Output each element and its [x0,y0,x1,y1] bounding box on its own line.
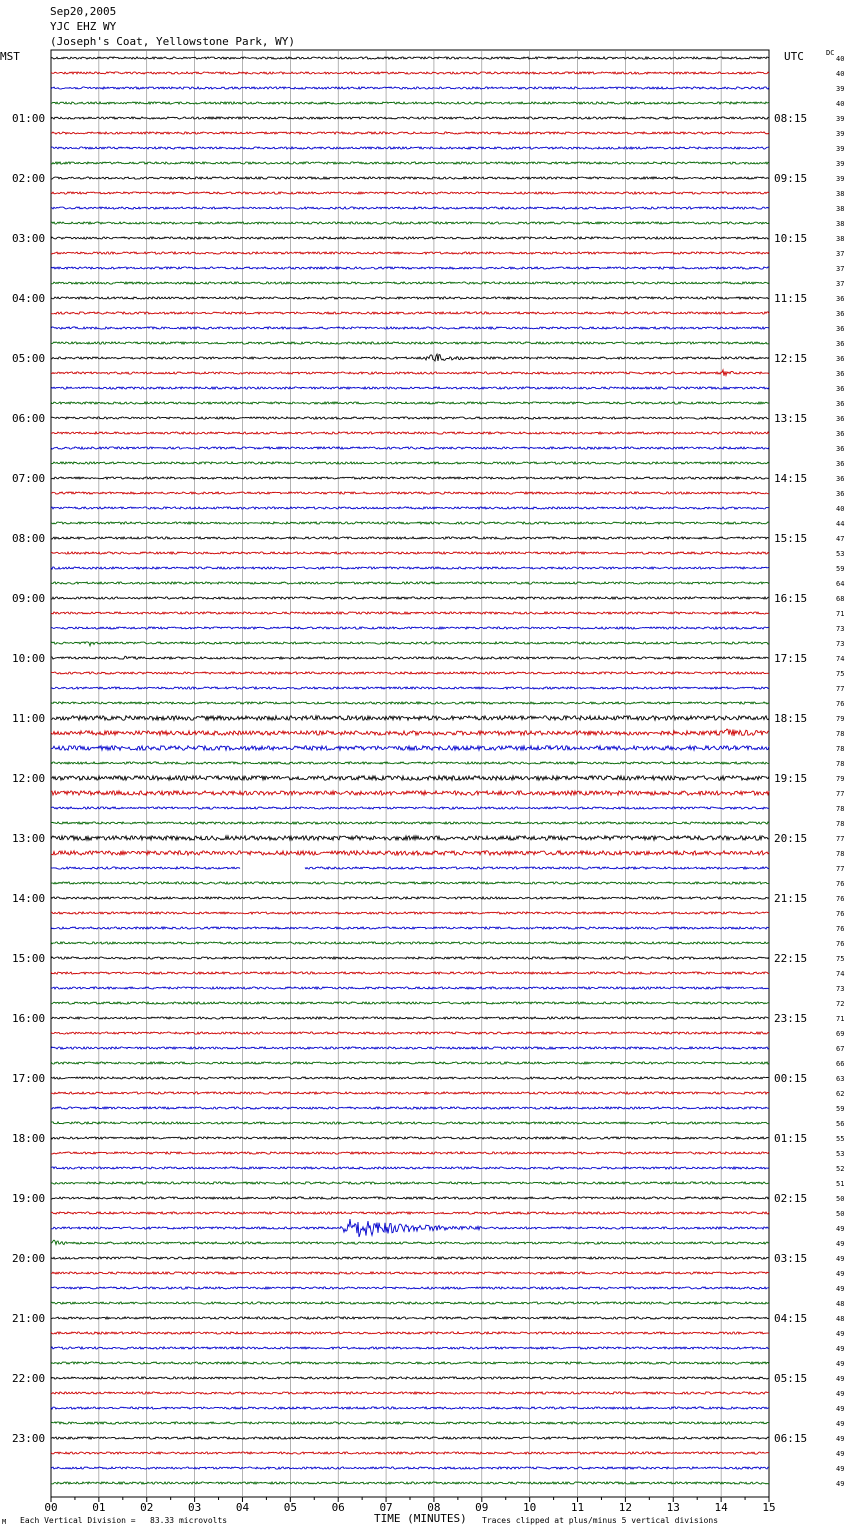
dc-offset-value: 38 [836,205,845,213]
right-hour-label: 10:15 [774,232,808,245]
dc-offset-value: 36 [836,445,845,453]
dc-offset-value: 77 [836,865,845,873]
dc-offset-value: 49 [836,1375,845,1383]
dc-offset-value: 50 [836,1195,845,1203]
dc-offset-value: 68 [836,595,845,603]
trace-row [51,354,769,361]
dc-offset-value: 49 [836,1435,845,1443]
vertical-scale-note: Each Vertical Division = 83.33 microvolts [20,1516,228,1525]
x-tick-label: 03 [187,1501,202,1514]
right-hour-label: 00:15 [774,1072,808,1085]
right-hour-label: 22:15 [774,952,808,965]
trace-row [51,267,769,269]
trace-row [51,746,769,750]
trace-row [51,117,769,119]
trace-row [51,552,769,554]
dc-offset-value: 49 [836,1225,845,1233]
trace-row [51,1482,769,1484]
dc-offset-value: 36 [836,460,845,468]
dc-offset-value: 67 [836,1045,845,1053]
dc-offset-value: 77 [836,790,845,798]
trace-row [51,477,769,479]
right-hour-label: 04:15 [774,1312,808,1325]
trace-row [51,237,769,239]
dc-offset-value: 36 [836,355,845,363]
right-hour-label: 09:15 [774,172,808,185]
dc-offset-value: 38 [836,190,845,198]
trace-row [51,656,769,659]
right-hour-label: 12:15 [774,352,808,365]
trace-row [51,672,769,674]
dc-offset-value: 64 [836,580,845,588]
dc-offset-value: 78 [836,820,845,828]
left-hour-label: 12:00 [12,772,46,785]
dc-offset-value: 39 [836,160,845,168]
trace-row [51,1392,769,1394]
trace-row [51,1377,769,1379]
trace-row [51,147,769,149]
trace-row [51,612,769,614]
left-hour-label: 03:00 [12,232,46,245]
trace-row [51,1422,769,1424]
x-tick-label: 10 [523,1501,537,1514]
left-hour-label: 04:00 [12,292,46,305]
trace-row [51,57,769,59]
dc-offset-value: 48 [836,1315,845,1323]
trace-row [51,942,769,944]
left-hour-label: 16:00 [12,1012,46,1025]
dc-offset-value: 38 [836,220,845,228]
x-tick-label: 05 [283,1501,297,1514]
dc-offset-value: 59 [836,565,845,573]
trace-row [51,729,769,736]
dc-offset-value: 75 [836,955,845,963]
dc-offset-value: 36 [836,340,845,348]
right-hour-label: 20:15 [774,832,808,845]
left-hour-label: 21:00 [12,1312,46,1325]
dc-offset-value: 36 [836,415,845,423]
dc-offset-value: 51 [836,1180,845,1188]
right-timezone-label: UTC [784,50,804,63]
right-hour-label: 19:15 [774,772,808,785]
trace-row [51,582,769,584]
trace-row [51,370,769,376]
trace-row [51,912,769,914]
right-hour-label: 15:15 [774,532,808,545]
trace-row [51,867,769,869]
left-hour-label: 15:00 [12,952,46,965]
right-hour-label: 13:15 [774,412,808,425]
dc-offset-value: 38 [836,235,845,243]
dc-offset-value: 37 [836,250,845,258]
trace-row [51,716,769,720]
dc-offset-value: 53 [836,550,845,558]
trace-row [51,192,769,194]
dc-offset-value: 49 [836,1330,845,1338]
right-hour-label: 02:15 [774,1192,808,1205]
trace-row [51,762,769,764]
trace-row [51,1407,769,1409]
dc-offset-value: 36 [836,430,845,438]
trace-row [51,1219,769,1237]
dc-offset-value: 71 [836,1015,845,1023]
trace-row [51,132,769,134]
trace-row [51,1452,769,1454]
trace-row [51,72,769,74]
dc-offset-value: 36 [836,475,845,483]
left-hour-label: 05:00 [12,352,46,365]
dc-offset-value: 74 [836,970,845,978]
dc-offset-value: 76 [836,940,845,948]
trace-row [51,342,769,344]
station-location: (Joseph's Coat, Yellowstone Park, WY) [50,35,296,48]
dc-offset-value: 49 [836,1270,845,1278]
trace-row [51,972,769,974]
dc-offset-value: 62 [836,1090,845,1098]
left-hour-label: 06:00 [12,412,46,425]
x-axis-label: TIME (MINUTES) [374,1512,467,1525]
right-hour-label: 08:15 [774,112,808,125]
left-hour-label: 23:00 [12,1432,46,1445]
dc-offset-value: 73 [836,640,845,648]
x-tick-label: 14 [714,1501,728,1514]
dc-offset-value: 73 [836,625,845,633]
trace-row [51,957,769,959]
dc-offset-value: 49 [836,1405,845,1413]
trace-row [51,207,769,209]
trace-row [51,1182,769,1184]
trace-row [51,1137,769,1139]
left-timezone-label: MST [0,50,20,63]
right-hour-label: 18:15 [774,712,808,725]
x-tick-label: 11 [570,1501,585,1514]
dc-offset-value: 76 [836,895,845,903]
trace-row [51,987,769,989]
trace-row [51,1122,769,1124]
left-hour-label: 19:00 [12,1192,46,1205]
dc-offset-value: 55 [836,1135,845,1143]
dc-offset-value: 53 [836,1150,845,1158]
trace-row [51,822,769,824]
dc-offset-value: 36 [836,385,845,393]
left-hour-label: 11:00 [12,712,46,725]
trace-row [51,1287,769,1289]
left-hour-label: 13:00 [12,832,46,845]
dc-offset-value: 36 [836,370,845,378]
trace-row [51,87,769,89]
dc-offset-value: 78 [836,805,845,813]
left-hour-label: 22:00 [12,1372,46,1385]
left-hour-label: 08:00 [12,532,46,545]
trace-row [51,791,769,795]
trace-row [51,897,769,899]
left-hour-label: 02:00 [12,172,46,185]
x-tick-label: 15 [762,1501,776,1514]
x-tick-label: 04 [235,1501,250,1514]
trace-row [51,432,769,434]
trace-row [51,1092,769,1094]
dc-offset-value: 76 [836,910,845,918]
trace-row [51,1107,769,1109]
trace-row [51,1332,769,1334]
dc-offset-value: 39 [836,115,845,123]
trace-row [51,177,769,179]
dc-offset-value: 76 [836,880,845,888]
trace-row [51,1032,769,1034]
dc-offset-value: 40 [836,55,845,63]
right-hour-label: 01:15 [774,1132,808,1145]
footer-left-mark: M [2,1518,7,1526]
trace-row [51,537,769,539]
dc-offset-value: 73 [836,985,845,993]
dc-offset-value: 78 [836,730,845,738]
trace-row [51,222,769,224]
dc-offset-value: 79 [836,715,845,723]
dc-offset-value: 76 [836,700,845,708]
trace-row [51,627,769,629]
trace-row [51,642,769,646]
trace-row [51,927,769,929]
dc-offset-value: 49 [836,1450,845,1458]
dc-offset-value: 40 [836,70,845,78]
trace-row [51,1197,769,1199]
dc-offset-value: 50 [836,1210,845,1218]
trace-row [51,1257,769,1259]
dc-offset-value: 49 [836,1480,845,1488]
dc-offset-value: 39 [836,175,845,183]
trace-row [51,312,769,314]
trace-row [51,102,769,104]
left-hour-label: 10:00 [12,652,46,665]
dc-offset-value: 49 [836,1390,845,1398]
x-tick-label: 08 [427,1501,441,1514]
trace-row [51,1467,769,1469]
right-hour-label: 23:15 [774,1012,808,1025]
trace-row [51,1272,769,1274]
dc-offset-value: 36 [836,325,845,333]
dc-offset-value: 59 [836,1105,845,1113]
trace-row [51,402,769,404]
dc-offset-value: 49 [836,1360,845,1368]
trace-row [51,1062,769,1064]
dc-offset-value: 39 [836,85,845,93]
x-tick-label: 02 [140,1501,154,1514]
trace-row [51,282,769,284]
dc-offset-value: 40 [836,100,845,108]
dc-offset-value: 39 [836,145,845,153]
dc-offset-value: 39 [836,130,845,138]
left-hour-label: 17:00 [12,1072,46,1085]
trace-row [51,417,769,419]
dc-offset-value: 49 [836,1255,845,1263]
trace-row [51,387,769,389]
dc-offset-value: 48 [836,1300,845,1308]
dc-offset-value: 71 [836,610,845,618]
dc-offset-value: 76 [836,925,845,933]
dc-offset-value: 52 [836,1165,845,1173]
trace-row [51,1017,769,1019]
x-tick-label: 09 [475,1501,489,1514]
trace-row [51,702,769,704]
right-hour-label: 17:15 [774,652,808,665]
trace-row [51,1167,769,1169]
left-hour-label: 07:00 [12,472,46,485]
trace-row [51,252,769,254]
dc-offset-value: 36 [836,400,845,408]
trace-row [51,597,769,599]
dc-offset-value: 49 [836,1240,845,1248]
dc-offset-value: 49 [836,1285,845,1293]
left-hour-label: 18:00 [12,1132,46,1145]
x-tick-label: 12 [618,1501,633,1514]
trace-row [51,1047,769,1049]
trace-row [51,162,769,164]
right-hour-label: 06:15 [774,1432,808,1445]
trace-row [51,567,769,569]
left-hour-label: 01:00 [12,112,46,125]
trace-row [51,807,769,809]
trace-row [51,447,769,449]
x-tick-label: 07 [379,1501,393,1514]
trace-row [51,1077,769,1079]
trace-row [51,882,769,884]
dc-offset-value: 56 [836,1120,845,1128]
dc-offset-value: 36 [836,295,845,303]
left-hour-label: 14:00 [12,892,46,905]
dc-offset-value: 78 [836,745,845,753]
trace-row [51,327,769,329]
dc-offset-value: 69 [836,1030,845,1038]
right-hour-label: 21:15 [774,892,808,905]
trace-row [51,851,769,855]
left-hour-label: 20:00 [12,1252,46,1265]
right-hour-label: 14:15 [774,472,808,485]
dc-offset-value: 74 [836,655,845,663]
trace-row [51,1437,769,1439]
dc-offset-value: 40 [836,505,845,513]
dc-offset-value: 78 [836,850,845,858]
trace-row [51,1302,769,1304]
dc-offset-value: 79 [836,775,845,783]
dc-offset-value: 66 [836,1060,845,1068]
dc-offset-header: DC [826,49,835,57]
dc-offset-value: 37 [836,265,845,273]
station-code: YJC EHZ WY [50,20,117,33]
dc-offset-value: 47 [836,535,845,543]
dc-offset-value: 36 [836,310,845,318]
trace-row [51,1362,769,1364]
trace-row [51,1317,769,1319]
dc-offset-value: 49 [836,1345,845,1353]
trace-row [51,1212,769,1214]
trace-row [51,507,769,509]
dc-offset-value: 37 [836,280,845,288]
x-tick-label: 01 [92,1501,106,1514]
x-tick-label: 00 [44,1501,58,1514]
right-hour-label: 16:15 [774,592,808,605]
trace-row [51,836,769,840]
trace-row [51,462,769,464]
dc-offset-value: 78 [836,760,845,768]
dc-offset-value: 44 [836,520,845,528]
dc-offset-value: 49 [836,1420,845,1428]
trace-row [51,687,769,689]
trace-row [51,1240,769,1244]
dc-offset-value: 36 [836,490,845,498]
trace-row [51,1002,769,1004]
trace-row [51,1347,769,1349]
x-tick-label: 06 [331,1501,345,1514]
dc-offset-value: 77 [836,685,845,693]
right-hour-label: 03:15 [774,1252,808,1265]
dc-offset-value: 77 [836,835,845,843]
trace-row [51,522,769,524]
x-tick-label: 13 [666,1501,680,1514]
trace-row [51,776,769,780]
right-hour-label: 11:15 [774,292,808,305]
dc-offset-value: 63 [836,1075,845,1083]
trace-row [51,492,769,494]
trace-row [51,297,769,299]
right-hour-label: 05:15 [774,1372,808,1385]
dc-offset-value: 72 [836,1000,845,1008]
clipping-note: Traces clipped at plus/minus 5 vertical divisions [482,1516,719,1525]
trace-row [51,1152,769,1154]
left-hour-label: 09:00 [12,592,46,605]
dc-offset-value: 75 [836,670,845,678]
dc-offset-value: 49 [836,1465,845,1473]
plot-date: Sep20,2005 [50,5,117,18]
